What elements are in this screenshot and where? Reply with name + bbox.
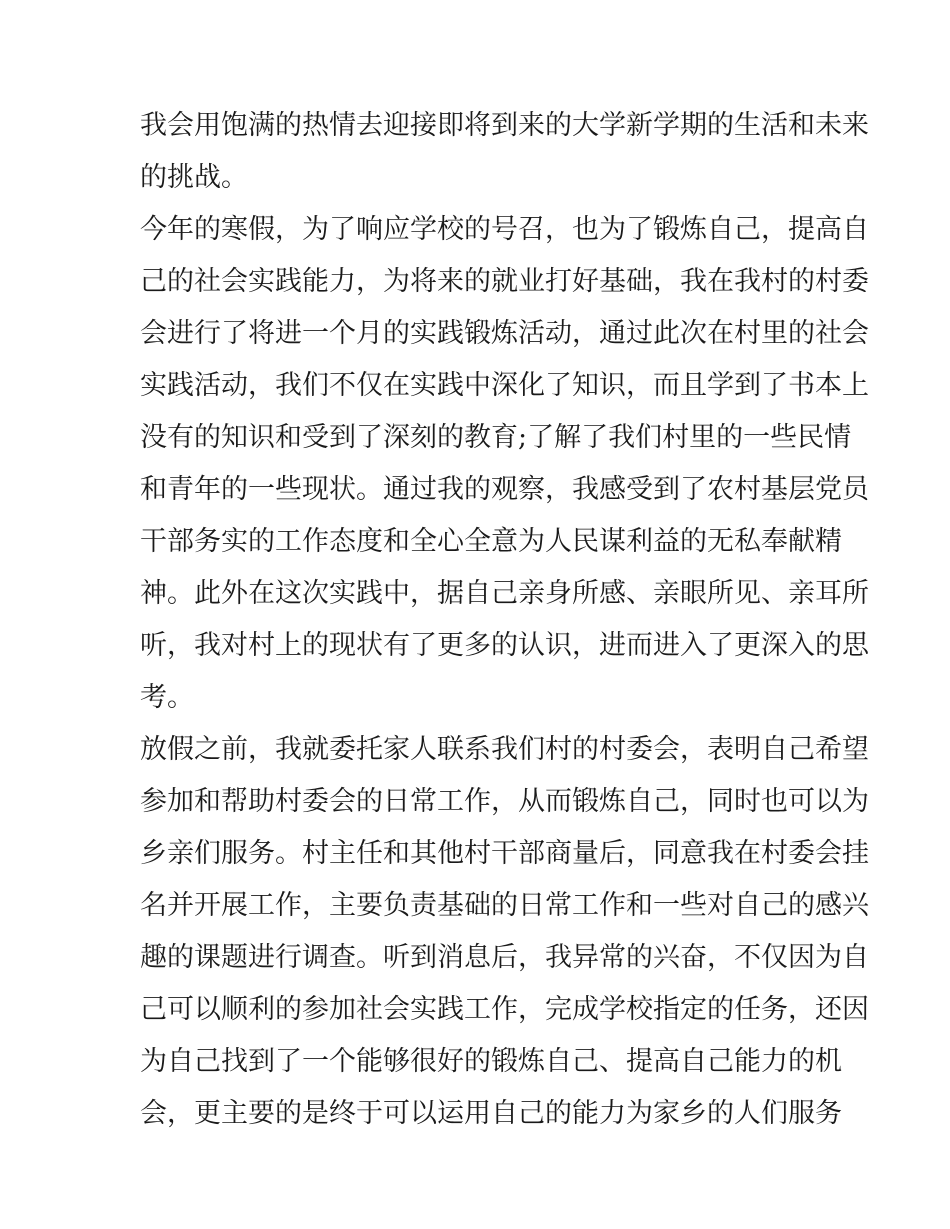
- text-line: 和青年的一些现状。通过我的观察，我感受到了农村基层党员: [140, 474, 869, 505]
- text-line: 乡亲们服务。村主任和其他村干部商量后，同意我在村委会挂: [140, 838, 869, 869]
- text-line: 参加和帮助村委会的日常工作，从而锻炼自己，同时也可以为: [140, 786, 869, 817]
- text-line: 名并开展工作，主要负责基础的日常工作和一些对自己的感兴: [140, 890, 869, 921]
- text-line: 我会用饱满的热情去迎接即将到来的大学新学期的生活和未来: [140, 110, 869, 141]
- text-line: 没有的知识和受到了深刻的教育;了解了我们村里的一些民情: [140, 422, 852, 453]
- text-line: 实践活动，我们不仅在实践中深化了知识，而且学到了书本上: [140, 370, 869, 401]
- document-body: [140, 100, 869, 1140]
- text-line: 为自己找到了一个能够很好的锻炼自己、提高自己能力的机: [140, 1046, 842, 1077]
- text-line: 考。: [140, 682, 194, 713]
- text-line: 己的社会实践能力，为将来的就业打好基础，我在我村的村委: [140, 266, 869, 297]
- text-line: 会进行了将进一个月的实践锻炼活动，通过此次在村里的社会: [140, 318, 869, 349]
- text-line: 趣的课题进行调查。听到消息后，我异常的兴奋，不仅因为自: [140, 942, 869, 973]
- text-line: 会，更主要的是终于可以运用自己的能力为家乡的人们服务: [140, 1098, 842, 1129]
- text-line: 神。此外在这次实践中，据自己亲身所感、亲眼所见、亲耳所: [140, 578, 869, 609]
- text-line: 干部务实的工作态度和全心全意为人民谋利益的无私奉献精: [140, 526, 842, 557]
- text-line: 放假之前，我就委托家人联系我们村的村委会，表明自己希望: [140, 734, 869, 765]
- text-line: 的挑战。: [140, 162, 248, 193]
- text-line: 听，我对村上的现状有了更多的认识，进而进入了更深入的思: [140, 630, 869, 661]
- text-line: 己可以顺利的参加社会实践工作，完成学校指定的任务，还因: [140, 994, 869, 1025]
- text-line: 今年的寒假，为了响应学校的号召，也为了锻炼自己，提高自: [140, 214, 869, 245]
